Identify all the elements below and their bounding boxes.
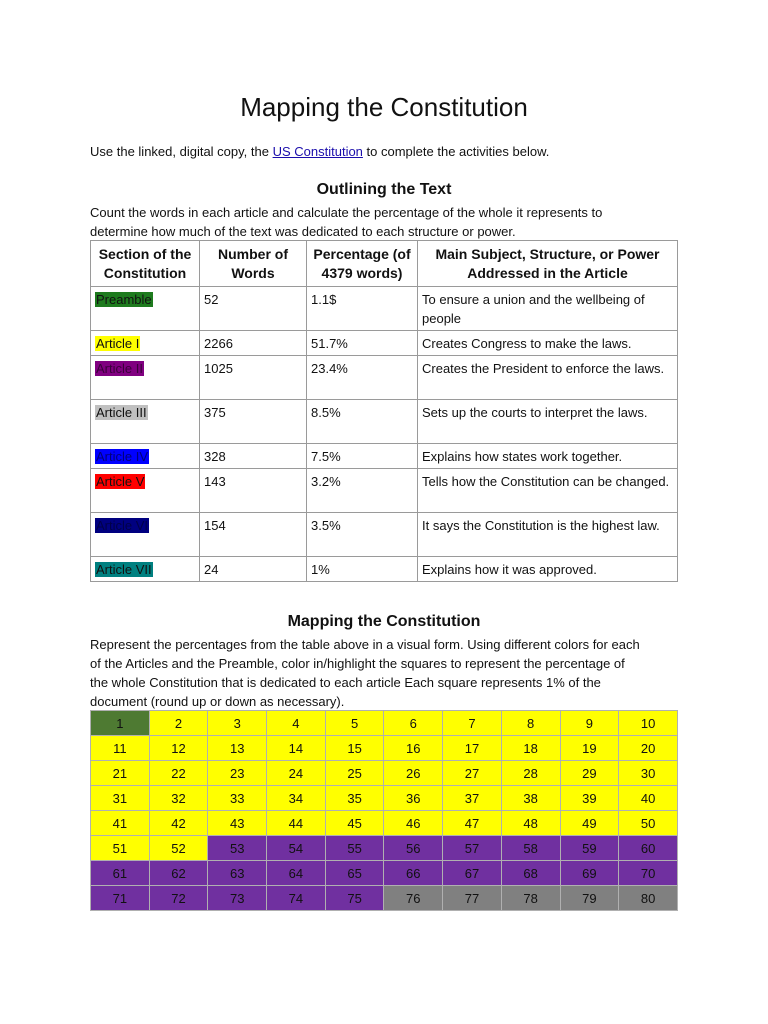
percent-cell: 1.1$ <box>307 287 418 331</box>
mapping-instructions-line1: Represent the percentages from the table above in a visual form. Using different colors for each <box>90 637 640 652</box>
grid-cell[interactable]: 66 <box>384 861 443 886</box>
section-cell <box>91 444 200 469</box>
percent-cell: 51.7% <box>307 331 418 356</box>
grid-cell[interactable]: 38 <box>501 786 560 811</box>
grid-cell[interactable]: 15 <box>325 736 384 761</box>
section-highlight: Article V <box>96 474 145 489</box>
page-title: Mapping the Constitution <box>240 92 528 122</box>
percent-cell: 3.2% <box>307 469 418 513</box>
grid-cell[interactable]: 18 <box>501 736 560 761</box>
grid-cell[interactable]: 72 <box>149 886 208 911</box>
outline-heading: Outlining the Text <box>316 181 452 198</box>
grid-cell[interactable]: 2 <box>149 711 208 736</box>
grid-cell[interactable]: 68 <box>501 861 560 886</box>
grid-cell[interactable]: 47 <box>443 811 502 836</box>
grid-cell[interactable]: 17 <box>443 736 502 761</box>
grid-row <box>91 786 678 811</box>
grid-cell[interactable]: 31 <box>91 786 150 811</box>
grid-cell[interactable]: 62 <box>149 861 208 886</box>
percent-cell: 23.4% <box>307 356 418 400</box>
articles-table <box>90 240 678 582</box>
words-cell: 143 <box>200 469 307 513</box>
grid-cell[interactable]: 60 <box>619 836 678 861</box>
grid-cell[interactable]: 59 <box>560 836 619 861</box>
percent-cell: 3.5% <box>307 513 418 557</box>
grid-cell[interactable]: 13 <box>208 736 267 761</box>
grid-cell[interactable]: 49 <box>560 811 619 836</box>
grid-cell[interactable]: 3 <box>208 711 267 736</box>
grid-cell[interactable]: 24 <box>267 761 326 786</box>
us-constitution-link[interactable]: US Constitution <box>272 144 363 159</box>
intro-text <box>90 144 549 159</box>
subject-cell: Tells how the Constitution can be changed. <box>418 469 678 513</box>
section-cell <box>91 356 200 400</box>
grid-cell[interactable]: 1 <box>91 711 150 736</box>
grid-cell[interactable]: 29 <box>560 761 619 786</box>
grid-cell[interactable]: 33 <box>208 786 267 811</box>
outline-instructions-line2: determine how much of the text was dedicated to each structure or power. <box>90 224 516 239</box>
grid-cell[interactable]: 25 <box>325 761 384 786</box>
grid-cell[interactable]: 73 <box>208 886 267 911</box>
section-cell <box>91 331 200 356</box>
section-cell <box>91 557 200 582</box>
header-subject: Main Subject, Structure, or Power Addressed in the Article <box>418 241 678 287</box>
mapping-heading: Mapping the Constitution <box>287 613 481 630</box>
percent-cell: 1% <box>307 557 418 582</box>
grid-cell[interactable]: 21 <box>91 761 150 786</box>
table-row <box>91 469 678 513</box>
table-row <box>91 557 678 582</box>
grid-cell[interactable]: 35 <box>325 786 384 811</box>
words-cell: 375 <box>200 400 307 444</box>
mapping-instructions-line2: of the Articles and the Preamble, color in/highlight the squares to represent the percentage of <box>90 656 625 671</box>
grid-cell[interactable]: 57 <box>443 836 502 861</box>
grid-cell[interactable]: 44 <box>267 811 326 836</box>
mapping-instructions-line4: document (round up or down as necessary). <box>90 694 345 709</box>
header-words: Number of Words <box>200 241 307 287</box>
grid-cell[interactable]: 4 <box>267 711 326 736</box>
percent-cell: 7.5% <box>307 444 418 469</box>
grid-cell[interactable]: 51 <box>91 836 150 861</box>
table-row <box>91 400 678 444</box>
grid-cell[interactable]: 12 <box>149 736 208 761</box>
grid-cell[interactable]: 34 <box>267 786 326 811</box>
table-row <box>91 513 678 557</box>
grid-cell[interactable]: 42 <box>149 811 208 836</box>
grid-cell[interactable]: 77 <box>443 886 502 911</box>
grid-cell[interactable]: 41 <box>91 811 150 836</box>
grid-cell[interactable]: 52 <box>149 836 208 861</box>
grid-row <box>91 761 678 786</box>
grid-cell[interactable]: 65 <box>325 861 384 886</box>
grid-cell[interactable]: 64 <box>267 861 326 886</box>
grid-cell[interactable]: 50 <box>619 811 678 836</box>
section-highlight: Preamble <box>96 292 152 307</box>
grid-cell[interactable]: 30 <box>619 761 678 786</box>
grid-cell[interactable]: 70 <box>619 861 678 886</box>
words-cell: 328 <box>200 444 307 469</box>
grid-cell[interactable]: 8 <box>501 711 560 736</box>
section-highlight: Article VI <box>96 518 149 533</box>
grid-cell[interactable]: 55 <box>325 836 384 861</box>
table-row <box>91 356 678 400</box>
grid-cell[interactable]: 58 <box>501 836 560 861</box>
subject-cell: To ensure a union and the wellbeing of people <box>418 287 678 331</box>
section-cell <box>91 513 200 557</box>
grid-cell[interactable]: 23 <box>208 761 267 786</box>
subject-cell: Explains how it was approved. <box>418 557 678 582</box>
grid-cell[interactable]: 76 <box>384 886 443 911</box>
grid-cell[interactable]: 10 <box>619 711 678 736</box>
outline-instructions-line1: Count the words in each article and calculate the percentage of the whole it represents to <box>90 205 603 220</box>
subject-cell: Creates the President to enforce the laws. <box>418 356 678 400</box>
table-row <box>91 444 678 469</box>
header-percent: Percentage (of 4379 words) <box>307 241 418 287</box>
grid-row <box>91 886 678 911</box>
grid-cell[interactable]: 22 <box>149 761 208 786</box>
grid-cell[interactable]: 43 <box>208 811 267 836</box>
grid-cell[interactable]: 6 <box>384 711 443 736</box>
grid-cell[interactable]: 32 <box>149 786 208 811</box>
percentage-grid <box>90 710 678 911</box>
section-cell <box>91 287 200 331</box>
table-row <box>91 287 678 331</box>
words-cell: 1025 <box>200 356 307 400</box>
grid-cell[interactable]: 71 <box>91 886 150 911</box>
grid-cell[interactable]: 46 <box>384 811 443 836</box>
header-section: Section of the Constitution <box>91 241 200 287</box>
percentage-grid-body <box>91 711 678 911</box>
grid-cell[interactable]: 74 <box>267 886 326 911</box>
grid-cell[interactable]: 5 <box>325 711 384 736</box>
table-header-row <box>91 241 678 287</box>
grid-cell[interactable]: 7 <box>443 711 502 736</box>
section-cell <box>91 469 200 513</box>
words-cell: 24 <box>200 557 307 582</box>
subject-cell: It says the Constitution is the highest law. <box>418 513 678 557</box>
grid-row <box>91 811 678 836</box>
grid-cell[interactable]: 19 <box>560 736 619 761</box>
grid-cell[interactable]: 27 <box>443 761 502 786</box>
words-cell: 154 <box>200 513 307 557</box>
articles-table-body <box>91 287 678 582</box>
section-cell <box>91 400 200 444</box>
grid-cell[interactable]: 78 <box>501 886 560 911</box>
grid-cell[interactable]: 67 <box>443 861 502 886</box>
grid-cell[interactable]: 9 <box>560 711 619 736</box>
grid-row <box>91 836 678 861</box>
intro-before: Use the linked, digital copy, the <box>90 144 273 159</box>
grid-cell[interactable]: 53 <box>208 836 267 861</box>
grid-row <box>91 711 678 736</box>
grid-cell[interactable]: 11 <box>91 736 150 761</box>
section-highlight: Article III <box>96 405 147 420</box>
words-cell: 52 <box>200 287 307 331</box>
section-highlight: Article II <box>96 361 143 376</box>
section-highlight: Article IV <box>96 449 149 464</box>
words-cell: 2266 <box>200 331 307 356</box>
subject-cell: Explains how states work together. <box>418 444 678 469</box>
grid-cell[interactable]: 14 <box>267 736 326 761</box>
section-highlight: Article VII <box>96 562 152 577</box>
grid-cell[interactable]: 16 <box>384 736 443 761</box>
grid-cell[interactable]: 80 <box>619 886 678 911</box>
percent-cell: 8.5% <box>307 400 418 444</box>
grid-cell[interactable]: 37 <box>443 786 502 811</box>
grid-row <box>91 736 678 761</box>
intro-after: to complete the activities below. <box>362 144 550 159</box>
grid-cell[interactable]: 40 <box>619 786 678 811</box>
grid-cell[interactable]: 75 <box>325 886 384 911</box>
grid-cell[interactable]: 45 <box>325 811 384 836</box>
mapping-instructions-line3: the whole Constitution that is dedicated to each article Each square represents 1% of the <box>90 675 601 690</box>
grid-cell[interactable]: 39 <box>560 786 619 811</box>
grid-cell[interactable]: 36 <box>384 786 443 811</box>
section-highlight: Article I <box>96 336 140 351</box>
grid-cell[interactable]: 56 <box>384 836 443 861</box>
subject-cell: Creates Congress to make the laws. <box>418 331 678 356</box>
grid-cell[interactable]: 48 <box>501 811 560 836</box>
grid-cell[interactable]: 69 <box>560 861 619 886</box>
table-row <box>91 331 678 356</box>
grid-cell[interactable]: 26 <box>384 761 443 786</box>
subject-cell: Sets up the courts to interpret the laws. <box>418 400 678 444</box>
grid-row <box>91 861 678 886</box>
grid-cell[interactable]: 28 <box>501 761 560 786</box>
grid-cell[interactable]: 63 <box>208 861 267 886</box>
grid-cell[interactable]: 61 <box>91 861 150 886</box>
grid-cell[interactable]: 20 <box>619 736 678 761</box>
grid-cell[interactable]: 54 <box>267 836 326 861</box>
grid-cell[interactable]: 79 <box>560 886 619 911</box>
